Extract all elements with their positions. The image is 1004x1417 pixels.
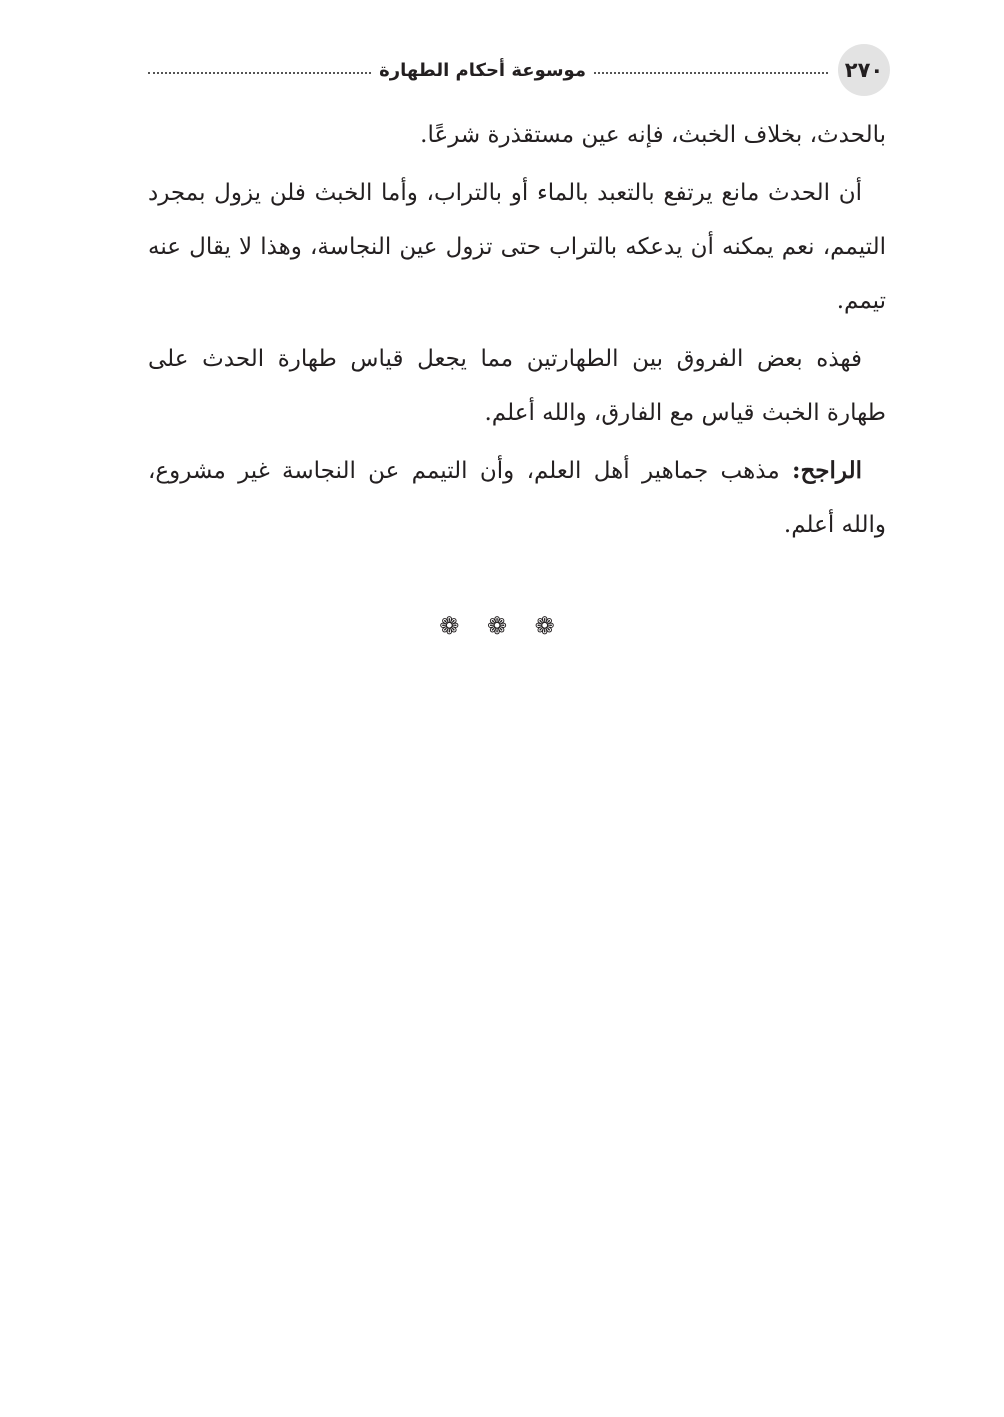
paragraph-text: فهذه بعض الفروق بين الطهارتين مما يجعل قياس طهارة الحدث على طهارة الخبث قياس مع الفارق، والله أعلم. <box>148 346 886 426</box>
conclusion-label: الراجح: <box>791 457 862 484</box>
page-number: ٢٧٠ <box>838 44 890 96</box>
section-end-ornament: ❁ ❁ ❁ <box>439 612 565 640</box>
paragraph-text: أن الحدث مانع يرتفع بالتعبد بالماء أو بالتراب، وأما الخبث فلن يزول بمجرد التيمم، نعم يمكنه أن يدعكه بالتراب حتى تزول عين النجاسة، وهذا لا يقال عنه تيمم. <box>148 180 886 314</box>
paragraph <box>148 332 886 440</box>
paragraph-text: بالحدث، بخلاف الخبث، فإنه عين مستقذرة شرعًا. <box>420 122 886 148</box>
page-header <box>148 44 890 96</box>
paragraph-continuation <box>148 108 886 162</box>
header-title-line <box>148 56 828 84</box>
body-text <box>148 108 886 552</box>
header-dotted-leader-left <box>148 72 371 74</box>
book-title: موسوعة أحكام الطهارة <box>379 59 586 81</box>
conclusion-paragraph <box>148 444 886 552</box>
paragraph-text: مذهب جماهير أهل العلم، وأن التيمم عن النجاسة غير مشروع، والله أعلم. <box>148 458 886 538</box>
paragraph <box>148 166 886 328</box>
header-dotted-leader-right <box>594 72 828 74</box>
